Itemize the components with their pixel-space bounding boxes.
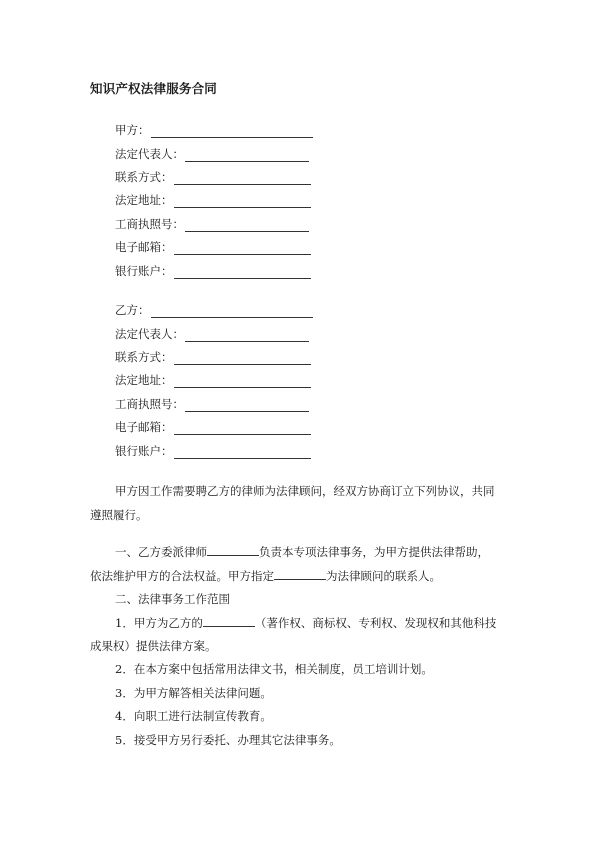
intro-paragraph-line1: 甲方因工作需要聘乙方的律师为法律顾问，经双方协商订立下列协议，共同	[115, 484, 495, 498]
party-a-bank-field	[115, 263, 311, 279]
blank-line[interactable]	[174, 266, 311, 279]
party-a-name-field	[115, 122, 313, 138]
blank-line[interactable]	[174, 375, 311, 388]
blank-line[interactable]	[185, 329, 309, 342]
clause1-text-d: 为法律顾问的联系人。	[326, 569, 441, 583]
field-label: 银行账户：	[115, 444, 173, 458]
field-label: 工商执照号：	[115, 217, 184, 231]
clause1-text-a: 一、乙方委派律师	[115, 545, 207, 559]
field-label: 电子邮箱：	[115, 420, 173, 434]
party-b-email-field	[115, 419, 311, 435]
field-label: 联系方式：	[115, 350, 173, 364]
blank-line[interactable]	[174, 422, 311, 435]
lawyer-name-blank[interactable]	[207, 543, 259, 556]
item3: 3．为甲方解答相关法律问题。	[115, 686, 272, 700]
blank-line[interactable]	[151, 305, 313, 318]
field-label: 工商执照号：	[115, 397, 184, 411]
blank-line[interactable]	[185, 219, 309, 232]
field-label: 电子邮箱：	[115, 240, 173, 254]
field-label: 乙方：	[115, 303, 150, 317]
item1-line2: 成果权）提供法律方案。	[90, 639, 217, 653]
blank-line[interactable]	[151, 125, 313, 138]
item1-text-a: 1．甲方为乙方的	[115, 616, 203, 630]
item1-line1	[115, 614, 496, 631]
party-b-address-field	[115, 372, 311, 388]
item1-text-b: （著作权、商标权、专利权、发现权和其他科技	[254, 616, 497, 630]
clause2-heading: 二、法律事务工作范围	[115, 592, 230, 606]
party-a-address-field	[115, 192, 311, 208]
contact-person-blank[interactable]	[274, 567, 326, 580]
ip-type-blank[interactable]	[203, 614, 255, 627]
field-label: 甲方：	[115, 123, 150, 137]
field-label: 法定地址：	[115, 373, 173, 387]
field-label: 法定代表人：	[115, 147, 184, 161]
blank-line[interactable]	[174, 195, 311, 208]
party-a-contact-field	[115, 169, 311, 185]
clause1-line1	[115, 543, 489, 560]
blank-line[interactable]	[174, 446, 311, 459]
party-a-legal-rep-field	[115, 146, 309, 162]
blank-line[interactable]	[174, 242, 311, 255]
clause1-line2	[90, 567, 441, 584]
field-label: 法定代表人：	[115, 327, 184, 341]
blank-line[interactable]	[185, 399, 309, 412]
party-a-license-field	[115, 216, 309, 232]
intro-paragraph-line2: 遵照履行。	[90, 508, 148, 522]
party-b-name-field	[115, 302, 313, 318]
field-label: 法定地址：	[115, 193, 173, 207]
blank-line[interactable]	[174, 172, 311, 185]
blank-line[interactable]	[185, 149, 309, 162]
item2: 2．在本方案中包括常用法律文书，相关制度，员工培训计划。	[115, 662, 433, 676]
clause1-text-b: 负责本专项法律事务，为甲方提供法律帮助，	[259, 545, 489, 559]
document-title: 知识产权法律服务合同	[90, 81, 218, 96]
item4: 4．向职工进行法制宣传教育。	[115, 709, 272, 723]
clause1-text-c: 依法维护甲方的合法权益。甲方指定	[90, 569, 274, 583]
field-label: 银行账户：	[115, 264, 173, 278]
blank-line[interactable]	[174, 352, 311, 365]
field-label: 联系方式：	[115, 170, 173, 184]
party-a-email-field	[115, 239, 311, 255]
party-b-bank-field	[115, 443, 311, 459]
party-b-contact-field	[115, 349, 311, 365]
party-b-license-field	[115, 396, 309, 412]
party-b-legal-rep-field	[115, 326, 309, 342]
item5: 5．接受甲方另行委托、办理其它法律事务。	[115, 733, 341, 747]
